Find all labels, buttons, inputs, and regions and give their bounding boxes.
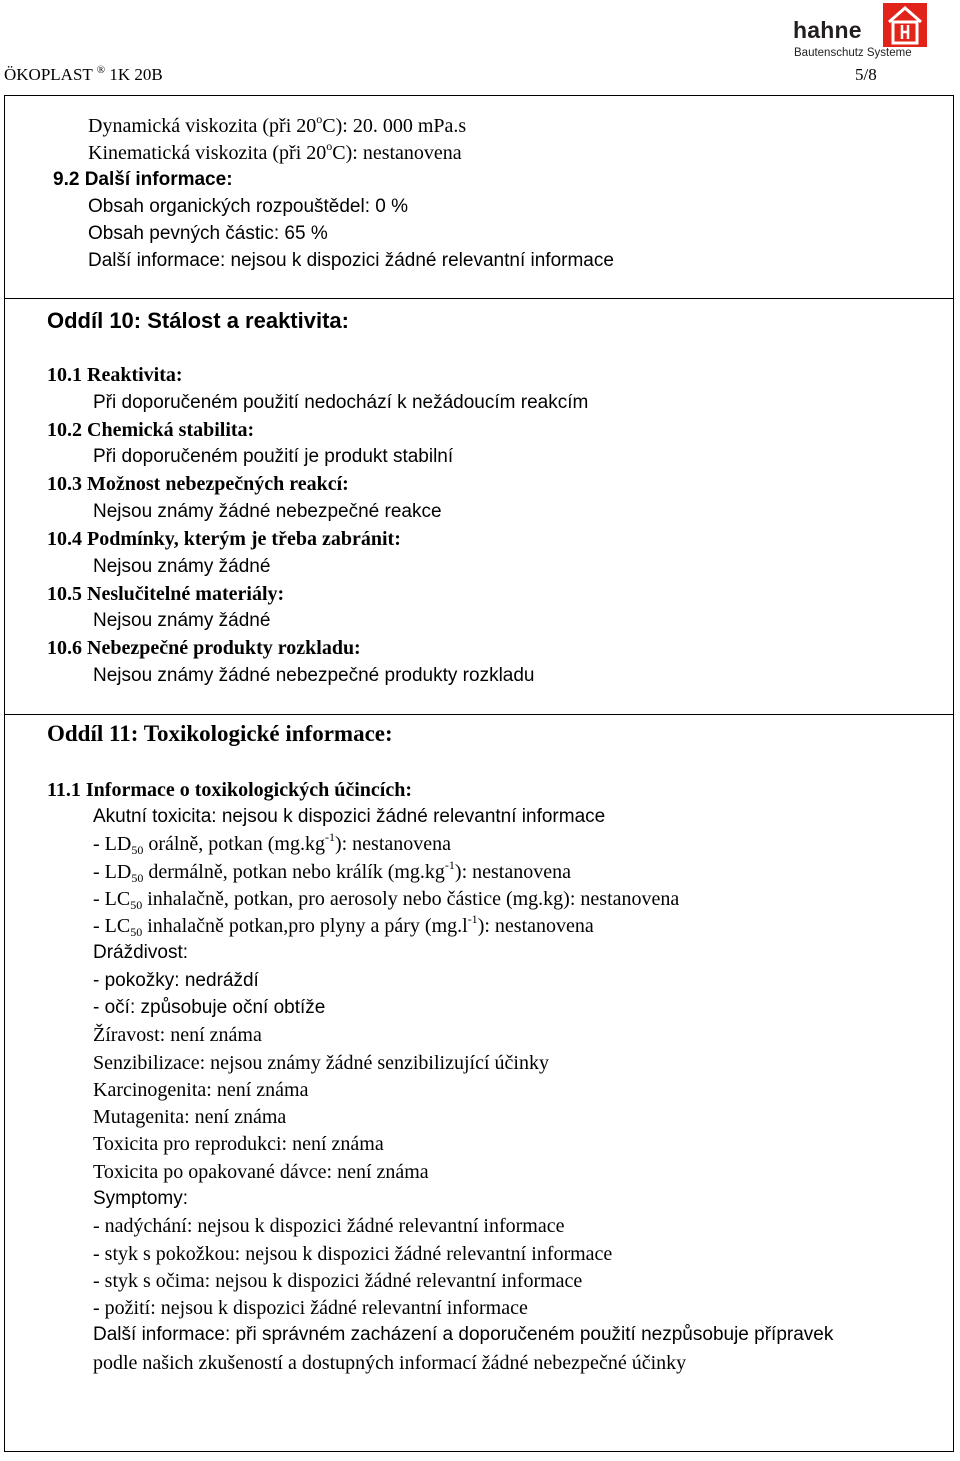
irritation-heading: Dráždivost: (93, 942, 189, 963)
symptom-inhalation: - nadýchání: nejsou k dispozici žádné relevantní informace (93, 1215, 565, 1237)
section-title-10: Oddíl 10: Stálost a reaktivita: (47, 308, 349, 333)
registered-mark: ® (96, 64, 106, 76)
subsection-text: Při doporučeném použití nedochází k nežádoucím reakcím (93, 392, 589, 413)
house-logo-icon (883, 3, 927, 47)
additional-info-line-2: podle našich zkušeností a dostupných informací žádné nebezpečné účinky (93, 1352, 687, 1374)
subsection-heading: 10.4 Podmínky, kterým je třeba zabránit: (47, 528, 401, 550)
symptoms-heading: Symptomy: (93, 1188, 189, 1209)
ld50-oral-line: - $LD_{50}$ orálně, potkan $(mg.kg^{-1})$: nestanovena (93, 830, 452, 857)
page-number: 5/8 (855, 65, 877, 84)
subsection-heading: 10.5 Neslučitelné materiály: (47, 583, 285, 605)
lc50-aerosol-line: - $LC_{50}$ inhalačně, potkan, pro aerosoly nebo částice (mg.kg): nestanovena (93, 888, 680, 912)
lc50-gas-line: - $LC_{50}$ inhalačně potkan,pro plyny a páry $(mg.l^{-1})$: nestanovena (93, 912, 594, 939)
symptom-skin-contact: - styk s pokožkou: nejsou k dispozici žádné relevantní informace (93, 1243, 613, 1265)
logo-word: hahne (793, 17, 862, 43)
symptom-ingestion: - požití: nejsou k dispozici žádné relevantní informace (93, 1297, 528, 1319)
reproductive-toxicity: Toxicita pro reprodukci: není známa (93, 1133, 384, 1155)
product-name: ÖKOPLAST (4, 65, 93, 84)
subsection-heading-11-1: 11.1 Informace o toxikologických účincích: (47, 779, 412, 801)
solvent-content: Obsah organických rozpouštědel: 0 % (88, 196, 409, 217)
symptom-eye-contact: - styk s očima: nejsou k dispozici žádné relevantní informace (93, 1270, 583, 1292)
carcinogenicity: Karcinogenita: není známa (93, 1079, 309, 1101)
subsection-heading-9-2: 9.2 Další informace: (53, 169, 233, 190)
eye-irritation: - očí: způsobuje oční obtíže (93, 997, 326, 1018)
subsection-text: Nejsou známy žádné (93, 556, 271, 577)
repeated-dose-toxicity: Toxicita po opakované dávce: není známa (93, 1161, 429, 1183)
subsection-text: Při doporučeném použití je produkt stabilní (93, 446, 454, 467)
subsection-text: Nejsou známy žádné (93, 610, 271, 631)
ld50-dermal-line: - $LD_{50}$ dermálně, potkan nebo králík $(mg.kg^{-1})$: nestanovena (93, 858, 571, 885)
section-title-11: Oddíl 11: Toxikologické informace: (47, 721, 393, 746)
subsection-heading: 10.3 Možnost nebezpečných reakcí: (47, 473, 349, 495)
kinematic-viscosity-line: Kinematická viskozita (při 20$^o$C): nestanovena (88, 139, 462, 164)
document-header-title (4, 66, 163, 83)
logo-subtitle: Bautenschutz Systeme (794, 47, 912, 59)
dynamic-viscosity-line: Dynamická viskozita (při 20$^o$C): 20. 000 mPa.s (88, 112, 467, 137)
subsection-heading: 10.1 Reaktivita: (47, 364, 183, 386)
additional-info-line-1: Další informace: při správném zacházení a doporučeném použití nezpůsobuje přípravek (93, 1324, 834, 1345)
skin-irritation: - pokožky: nedráždí (93, 970, 259, 991)
acute-toxicity: Akutní toxicita: nejsou k dispozici žádné relevantní informace (93, 806, 606, 827)
subsection-heading: 10.6 Nebezpečné produkty rozkladu: (47, 637, 361, 659)
mutagenicity: Mutagenita: není známa (93, 1106, 287, 1128)
subsection-heading: 10.2 Chemická stabilita: (47, 419, 255, 441)
hahne-logo (793, 3, 927, 65)
section-divider (4, 298, 954, 299)
solid-content: Obsah pevných částic: 65 % (88, 223, 328, 244)
section-divider (4, 714, 954, 715)
other-information: Další informace: nejsou k dispozici žádné relevantní informace (88, 250, 614, 271)
subsection-text: Nejsou známy žádné nebezpečné produkty rozkladu (93, 665, 535, 686)
product-code: 1K 20B (105, 65, 163, 84)
subsection-text: Nejsou známy žádné nebezpečné reakce (93, 501, 442, 522)
sensitization: Senzibilizace: nejsou známy žádné senzibilizující účinky (93, 1052, 549, 1074)
corrosivity: Žíravost: není známa (93, 1024, 262, 1046)
